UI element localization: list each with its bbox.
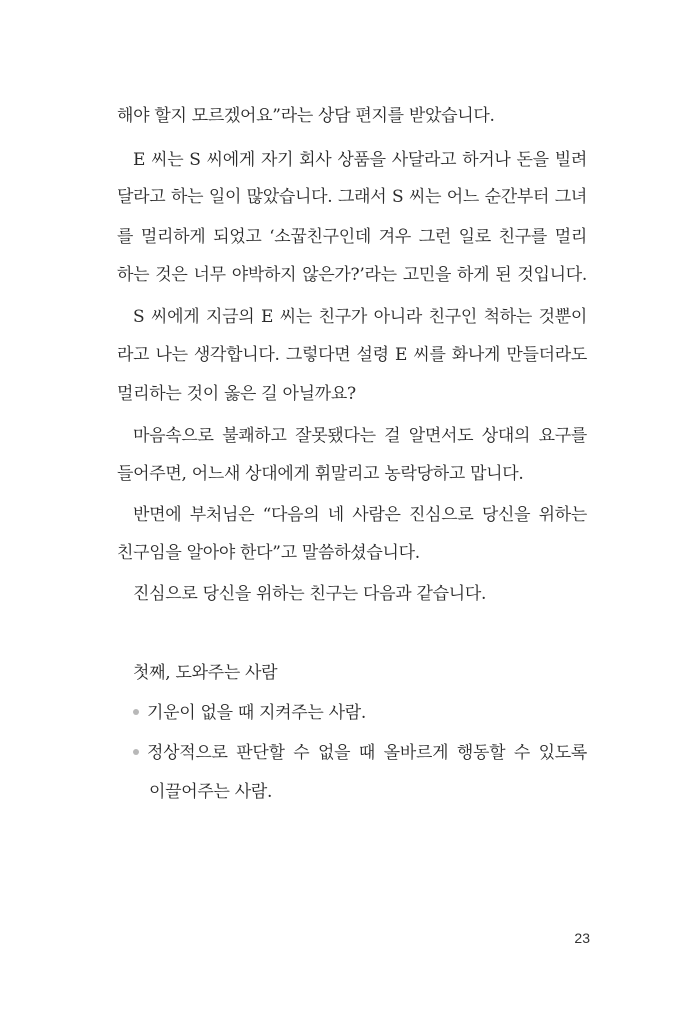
body-line-1: 해야 할지 모르겠어요”라는 상담 편지를 받았습니다.	[117, 106, 495, 126]
body-line-12: 친구임을 알아야 한다”고 말씀하셨습니다.	[117, 543, 420, 563]
list-item	[133, 701, 587, 725]
body-line-8: 멀리하는 것이 옳은 길 아닐까요?	[117, 384, 356, 404]
list-item-text: 기운이 없을 때 지켜주는 사람.	[147, 703, 366, 723]
bullet-icon	[133, 749, 139, 755]
list-item	[133, 741, 587, 765]
body-line-3: 달라고 하는 일이 많았습니다. 그래서 S 씨는 어느 순간부터 그녀	[117, 187, 587, 207]
list-item-continuation: 이끌어주는 사람.	[149, 782, 273, 802]
body-line-5: 하는 것은 너무 야박하지 않은가?’라는 고민을 하게 된 것입니다.	[117, 265, 587, 285]
body-line-13: 진심으로 당신을 위하는 친구는 다음과 같습니다.	[133, 584, 487, 604]
bullet-icon	[133, 709, 139, 715]
list-item-text: 정상적으로 판단할 수 없을 때 올바르게 행동할 수 있도록	[147, 743, 587, 763]
body-line-10: 들어주면, 어느새 상대에게 휘말리고 농락당하고 맙니다.	[117, 464, 524, 484]
body-line-4: 를 멀리하게 되었고 ‘소꿉친구인데 겨우 그런 일로 친구를 멀리	[117, 227, 587, 247]
body-line-6: S 씨에게 지금의 E 씨는 친구가 아니라 친구인 척하는 것뿐이	[133, 307, 587, 327]
body-line-2: E 씨는 S 씨에게 자기 회사 상품을 사달라고 하거나 돈을 빌려	[133, 150, 587, 170]
page-number: 23	[574, 930, 590, 946]
body-line-11: 반면에 부처님은 “다음의 네 사람은 진심으로 당신을 위하는	[133, 505, 587, 525]
body-line-9: 마음속으로 불쾌하고 잘못됐다는 걸 알면서도 상대의 요구를	[133, 426, 587, 446]
list-heading: 첫째, 도와주는 사람	[133, 663, 278, 683]
body-line-7: 라고 나는 생각합니다. 그렇다면 설령 E 씨를 화나게 만들더라도	[117, 345, 587, 365]
